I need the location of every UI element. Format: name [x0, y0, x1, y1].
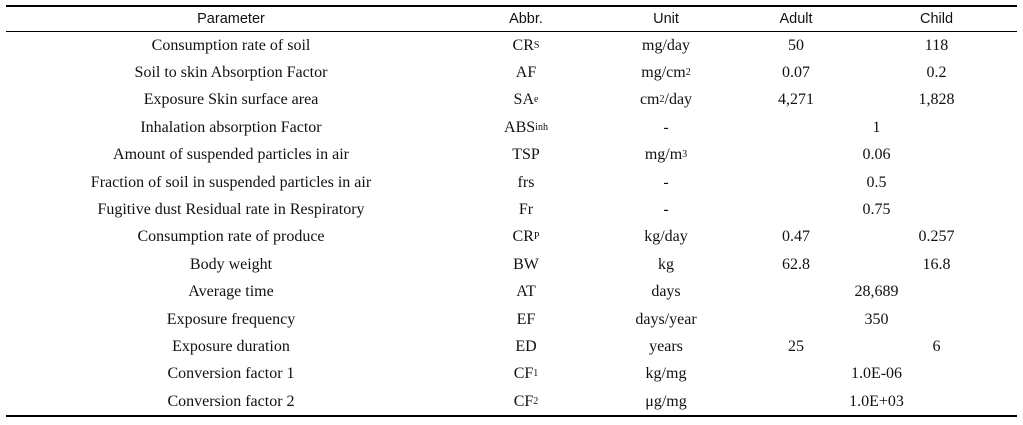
shared-value: 1.0E+03: [849, 392, 904, 410]
unit-cell: [596, 32, 736, 59]
abbr-text: CF: [513, 365, 534, 383]
child-value: 0.2: [926, 64, 947, 82]
abbr-cell: CR P: [512, 228, 540, 246]
adult-value: 0.47: [782, 228, 810, 246]
parameter-cell: Body weight: [189, 255, 273, 273]
adult-value: 62.8: [782, 255, 810, 273]
abbr-cell: [456, 169, 596, 196]
header-unit: Unit: [653, 11, 679, 27]
child-value: 1,828: [918, 91, 955, 109]
table-row: [6, 333, 1017, 360]
abbr-cell: CR S: [512, 36, 540, 54]
shared-value: 0.5: [866, 173, 887, 191]
unit-cell: [596, 361, 736, 388]
shared-value: 0.06: [862, 146, 891, 164]
unit-text: mg/m: [644, 146, 683, 164]
table-row: [6, 114, 1017, 141]
parameter-cell: Exposure frequency: [166, 310, 296, 328]
unit-cell: [596, 333, 736, 360]
unit-cell: [596, 388, 736, 415]
parameter-cell: Consumption rate of soil: [151, 36, 311, 54]
table-row: [6, 169, 1017, 196]
parameter-cell: Soil to skin Absorption Factor: [134, 64, 328, 82]
unit-text: mg/cm: [641, 64, 686, 82]
abbr-cell: [456, 306, 596, 333]
adult-value: 0.07: [782, 64, 810, 82]
shared-value: 0.75: [862, 201, 891, 219]
header-parameter: Parameter: [197, 11, 265, 27]
unit-tail: /day: [664, 91, 693, 109]
parameter-cell: Consumption rate of produce: [137, 228, 325, 246]
abbr-cell: [456, 142, 596, 169]
abbr-text: ED: [515, 337, 537, 355]
adult-value: 50: [788, 36, 804, 54]
abbr-cell: CF 1: [513, 365, 539, 383]
child-value: 0.257: [918, 228, 955, 246]
unit-text: years: [649, 337, 683, 355]
table-row: [6, 59, 1017, 86]
unit-cell: [596, 306, 736, 333]
unit-cell: mg/m 3: [644, 146, 688, 164]
abbr-text: CF: [513, 392, 534, 410]
table-row: [6, 32, 1017, 59]
table-row: [6, 87, 1017, 114]
abbr-cell: [456, 251, 596, 278]
table-row: [6, 142, 1017, 169]
table-row: [6, 361, 1017, 388]
abbr-text: CR: [512, 36, 534, 54]
parameter-cell: Fugitive dust Residual rate in Respiratory: [97, 201, 365, 219]
header-abbr: Abbr.: [509, 11, 543, 27]
table-row: [6, 279, 1017, 306]
adult-value: 25: [788, 337, 804, 355]
parameter-cell: Exposure Skin surface area: [143, 91, 319, 109]
abbr-cell: CF 2: [513, 392, 539, 410]
child-value: 16.8: [922, 255, 951, 273]
child-value: 6: [932, 337, 941, 355]
adult-value: 4,271: [778, 91, 814, 109]
unit-text: kg/day: [644, 228, 688, 246]
unit-text: mg/day: [642, 36, 690, 54]
table-row: [6, 251, 1017, 278]
abbr-cell: SA e: [513, 91, 539, 109]
abbr-cell: [456, 333, 596, 360]
abbr-text: Fr: [518, 201, 534, 219]
unit-cell: cm 2 /day: [639, 91, 693, 109]
abbr-cell: [456, 279, 596, 306]
abbr-text: frs: [517, 173, 535, 191]
unit-text: days: [651, 283, 681, 301]
abbr-text: SA: [513, 91, 534, 109]
unit-text: kg/mg: [645, 365, 687, 383]
unit-cell: [596, 279, 736, 306]
shared-value: 1.0E-06: [850, 365, 903, 383]
unit-text: kg: [658, 255, 674, 273]
abbr-text: AF: [515, 64, 537, 82]
unit-text: cm: [639, 91, 660, 109]
unit-cell: mg/cm 2: [641, 64, 691, 82]
unit-text: μg/mg: [645, 392, 687, 410]
parameter-cell: Conversion factor 1: [167, 365, 295, 383]
parameter-cell: Conversion factor 2: [167, 392, 295, 410]
abbr-text: CR: [512, 228, 534, 246]
abbr-text: TSP: [512, 146, 540, 164]
table-row: [6, 224, 1017, 251]
abbr-cell: ABS inh: [504, 118, 548, 136]
unit-text: -: [663, 201, 669, 219]
shared-value: 1: [872, 118, 881, 136]
shared-value: 28,689: [854, 283, 899, 301]
unit-cell: [596, 169, 736, 196]
header-adult: Adult: [779, 11, 813, 27]
parameter-cell: Exposure duration: [172, 337, 290, 355]
unit-text: -: [663, 118, 669, 136]
unit-cell: [596, 224, 736, 251]
abbr-cell: [456, 59, 596, 86]
abbr-text: EF: [516, 310, 536, 328]
table-header: [6, 7, 1017, 32]
table-row: [6, 388, 1017, 415]
unit-text: -: [663, 173, 669, 191]
parameter-cell: Amount of suspended particles in air: [113, 146, 349, 164]
child-value: 118: [924, 36, 949, 54]
abbr-text: BW: [513, 255, 539, 273]
unit-cell: [596, 114, 736, 141]
table-body: [6, 32, 1017, 415]
parameter-table: [6, 5, 1017, 417]
header-child: Child: [919, 11, 954, 27]
unit-cell: [596, 196, 736, 223]
shared-value: 350: [864, 310, 889, 328]
parameter-cell: Average time: [188, 283, 274, 301]
abbr-text: AT: [516, 283, 536, 301]
abbr-cell: [456, 196, 596, 223]
unit-text: days/year: [635, 310, 697, 328]
abbr-text: ABS: [504, 118, 536, 136]
parameter-cell: Fraction of soil in suspended particles in air: [90, 173, 372, 191]
parameter-cell: Inhalation absorption Factor: [140, 118, 322, 136]
table-row: [6, 196, 1017, 223]
unit-cell: [596, 251, 736, 278]
table-row: [6, 306, 1017, 333]
